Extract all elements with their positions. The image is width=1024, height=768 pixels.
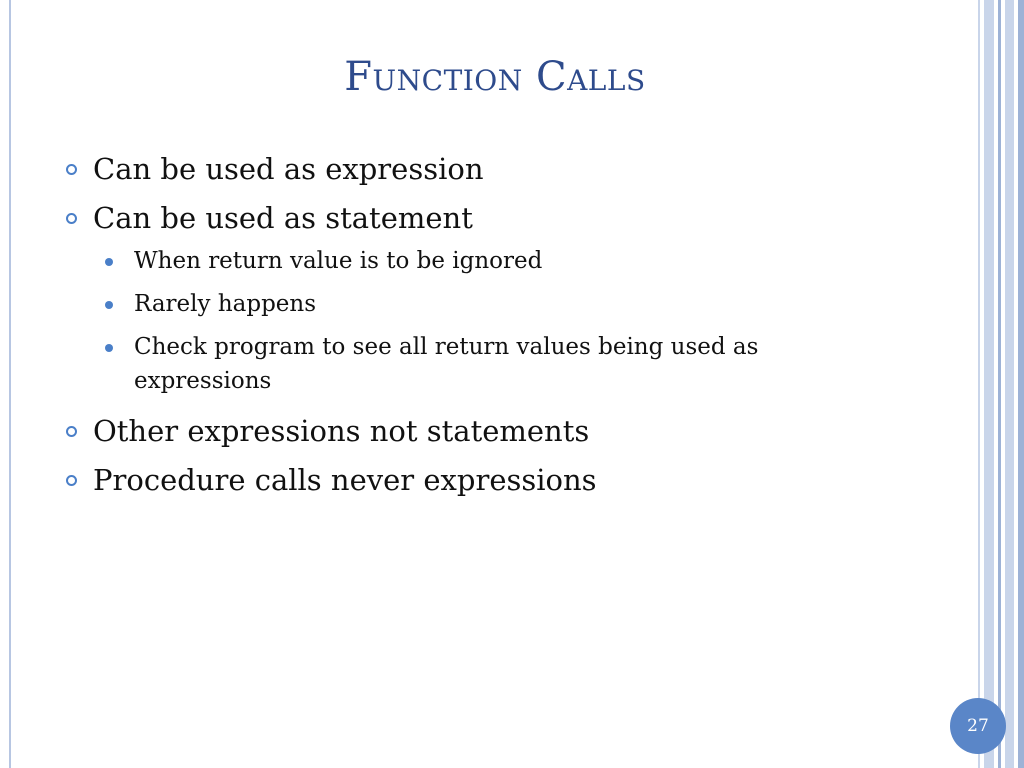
- slide-title: Function Calls: [344, 54, 646, 100]
- sub-bullet-text: Rarely happens: [134, 291, 317, 317]
- dot-bullet-icon: [105, 344, 113, 352]
- sub-bullet-text: Check program to see all return values being used as expressions: [134, 334, 759, 394]
- dot-bullet-icon: [105, 258, 113, 266]
- ring-bullet-icon: [66, 426, 77, 437]
- ring-bullet-icon: [66, 164, 77, 175]
- left-border-rule: [9, 0, 11, 768]
- page-number-badge: 27: [950, 698, 1006, 754]
- ring-bullet-icon: [66, 475, 77, 486]
- stripe: [984, 0, 994, 768]
- bullet-item: [62, 461, 932, 499]
- stripe: [1018, 0, 1024, 768]
- bullet-text: Procedure calls never expressions: [93, 463, 597, 497]
- stripe: [1005, 0, 1014, 768]
- stripe: [978, 0, 980, 768]
- ring-bullet-icon: [66, 213, 77, 224]
- bullet-item: [62, 412, 932, 450]
- bullet-text: Can be used as expression: [93, 152, 484, 186]
- stripe: [998, 0, 1001, 768]
- sub-bullet-item: [62, 244, 894, 278]
- bullet-item: [62, 150, 932, 188]
- sub-bullet-item: [62, 287, 894, 321]
- sub-bullet-item: [62, 330, 894, 398]
- sub-bullet-text: When return value is to be ignored: [134, 248, 543, 274]
- bullet-text: Other expressions not statements: [93, 414, 590, 448]
- dot-bullet-icon: [105, 301, 113, 309]
- bullet-list: [62, 150, 932, 510]
- right-decorative-stripes: [978, 0, 1024, 768]
- bullet-item: [62, 199, 932, 237]
- sub-bullet-list: [62, 244, 932, 398]
- bullet-text: Can be used as statement: [93, 201, 473, 235]
